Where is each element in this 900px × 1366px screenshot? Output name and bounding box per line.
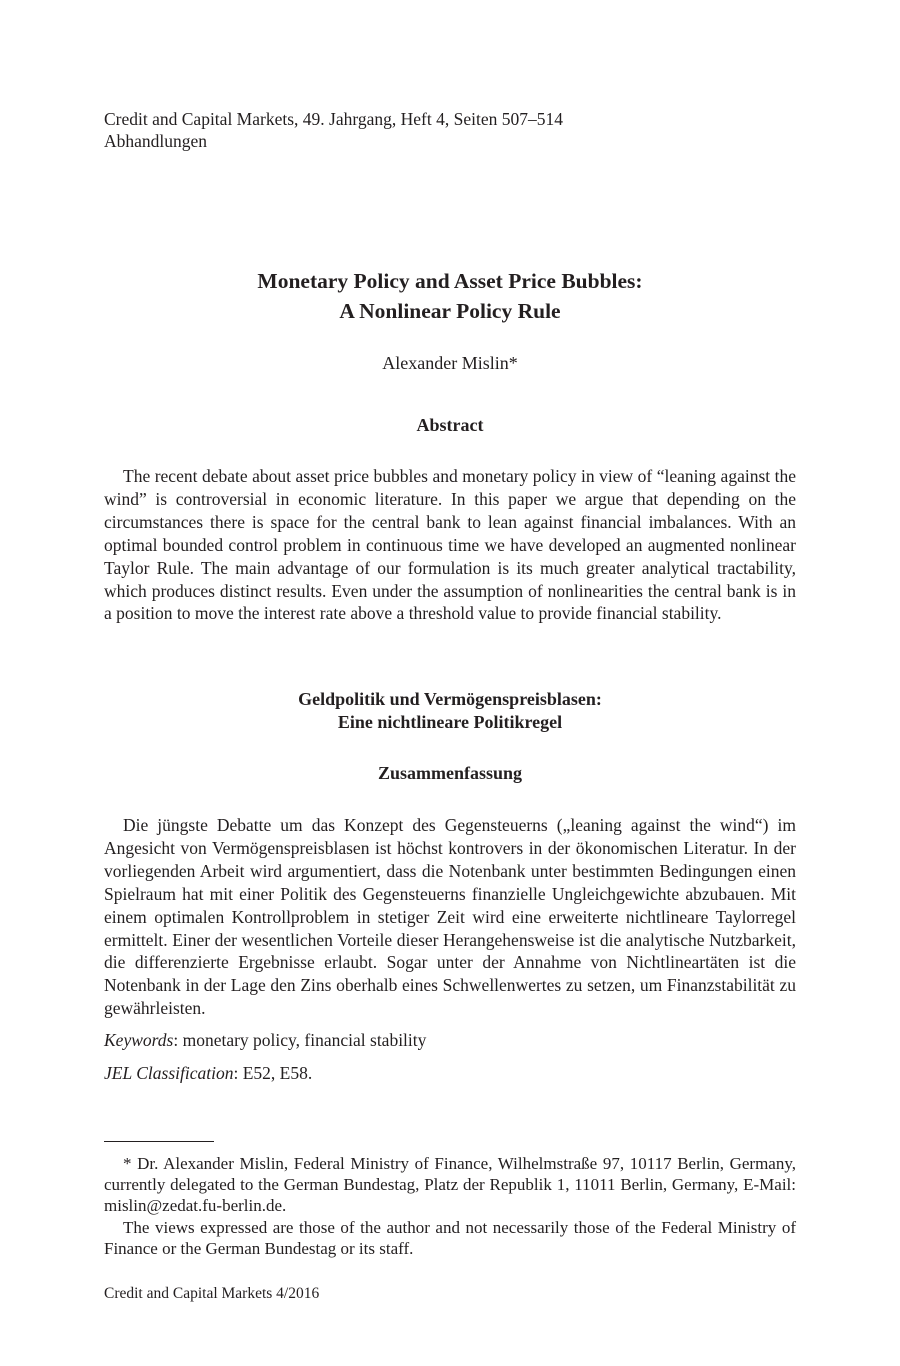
german-title-line-2: Eine nichtlineare Politikregel [337,712,563,732]
jel-value: : E52, E58. [233,1063,313,1083]
journal-header [104,108,563,152]
jel-line [104,1062,312,1084]
zusammenfassung-text: Die jüngste Debatte um das Konzept des Gegensteuerns („leaning against the wind“) im Angesicht von Vermögenspreisblasen ist höchst kontrovers in der ökonomischen Literatur. In der vorliegenden Arbeit wird argumentiert, dass die Notenbank unter bestimmten Bedingungen einen Spielraum hat mit einer Politik des Gegensteuerns finanzielle Ungleichgewichte abzubauen. Mit einem optimalen Kontrollproblem in stetiger Zeit wird eine erweiterte nichtlineare Taylorregel ermittelt. Einer der wesentlichen Vorteile dieser Herangehensweise ist die analytische Nutzbarkeit, die differenzierte Ergebnisse erlaubt. Sogar unter der Annahme von Nichtlineartäten ist die Notenbank in der Lage den Zins oberhalb eines Schwellenwertes zu setzen, um Finanzstabilität zu gewährleisten. [104,815,796,1019]
zusammenfassung-heading: Zusammenfassung [377,763,523,783]
keywords-value: : monetary policy, financial stability [173,1030,427,1050]
german-title-line-1: Geldpolitik und Vermögenspreisblasen: [298,689,602,709]
journal-citation: Credit and Capital Markets, 49. Jahrgang, Heft 4, Seiten 507–514 [104,109,563,129]
keywords-line [104,1029,426,1051]
author-name: Alexander Mislin* [382,353,518,373]
page-footer: Credit and Capital Markets 4/2016 [104,1285,320,1302]
disclaimer-footnote: The views expressed are those of the author and not necessarily those of the Federal Ministry of Finance or the German Bundestag or its staff. [104,1218,796,1258]
author-footnote: * Dr. Alexander Mislin, Federal Ministry of Finance, Wilhelmstraße 97, 10117 Berlin, Germany, currently delegated to the German Bundestag, Platz der Republik 1, 11011 Berlin, Germany, E-Mail: mislin@zedat.fu-berlin.de. [104,1154,796,1215]
section-label: Abhandlungen [104,131,208,151]
german-title [104,688,796,734]
article-title-line-1: Monetary Policy and Asset Price Bubbles: [257,269,643,293]
article-title-line-2: A Nonlinear Policy Rule [339,299,561,323]
keywords-label: Keywords [104,1030,174,1050]
jel-label: JEL Classification [104,1063,234,1083]
paper-page [104,0,796,1366]
abstract-heading: Abstract [416,415,484,435]
footnote-divider [104,1141,214,1142]
article-title [104,266,796,326]
abstract-text: The recent debate about asset price bubbles and monetary policy in view of “leaning against the wind” is controversial in economic literature. In this paper we argue that depending on the circumstances there is space for the central bank to lean against financial imbalances. With an optimal bounded control problem in continuous time we have developed an augmented nonlinear Taylor Rule. The main advantage of our formulation is its much greater analytical tractability, which produces distinct results. Even under the assumption of nonlinearities the central bank is in a position to move the interest rate above a threshold value to provide financial stability. [104,466,796,624]
